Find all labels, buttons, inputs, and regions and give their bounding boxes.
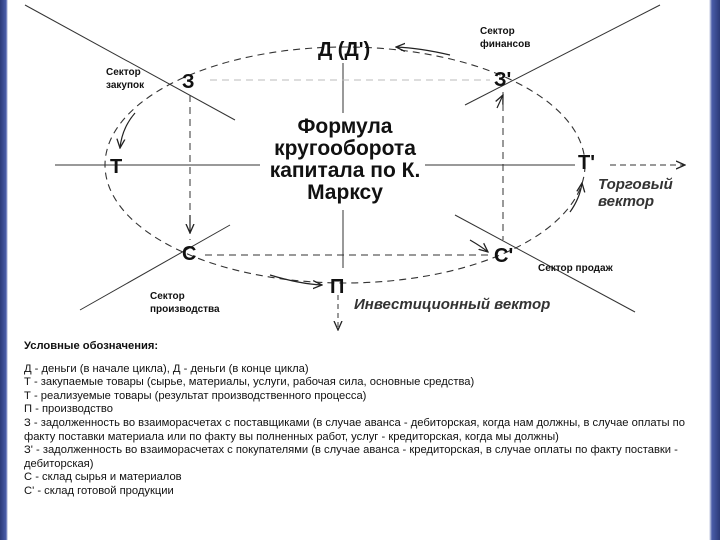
arrow-right-up [497, 95, 503, 108]
node-production: П [330, 276, 345, 298]
arrow-to-right [570, 183, 582, 212]
node-supplier-debt: З [182, 71, 195, 93]
trade-vector-label: Торговый вектор [598, 176, 673, 210]
diagram-title: Формула кругооборота капитала по К. Марксу [269, 115, 421, 204]
investment-vector-label: Инвестиционный вектор [354, 296, 551, 313]
sector-finance: Сектор финансов [480, 26, 531, 50]
node-raw-warehouse: С [182, 243, 197, 265]
legend [24, 340, 694, 499]
node-product-warehouse: С' [494, 245, 514, 267]
legend-item: Т - закупаемые товары (сырье, материалы, услуги, рабочая сила, основные средства) [24, 376, 475, 389]
legend-item: С' - склад готовой продукции [24, 484, 174, 497]
arrow-to-left [120, 113, 135, 148]
node-money: Д (Д') [318, 39, 371, 61]
node-customer-debt: З' [494, 69, 512, 91]
arrow-bottom-right [470, 240, 488, 252]
legend-item: Д - деньги (в начале цикла), Д - деньги (в конце цикла) [24, 362, 309, 375]
legend-item: З' - задолженность во взаиморасчетах с покупателями (в случае аванса - кредиторская, в случае оплаты по факту поставки - дебиторская) [24, 444, 678, 470]
node-purchased-goods: Т [110, 156, 123, 178]
sector-production: Сектор производства [150, 291, 220, 315]
legend-title: Условные обозначения: [24, 340, 159, 352]
node-sold-goods: Т' [578, 152, 595, 174]
diagonal-divider-1 [25, 5, 235, 120]
legend-item: С - склад сырья и материалов [24, 471, 182, 484]
sector-purchases: Сектор закупок [106, 67, 145, 91]
legend-item: Т - реализуемые товары (результат производственного процесса) [24, 389, 367, 402]
legend-item: З - задолженность во взаиморасчетах с поставщиками (в случае аванса - дебиторская, когда нам должны, в случае оплаты по факту поставки материала или по факту вы полненных работ, услуг - кредиторская, когда мы должны) [24, 416, 685, 443]
sector-sales: Сектор продаж [538, 263, 613, 274]
legend-item: П - производство [24, 403, 113, 416]
